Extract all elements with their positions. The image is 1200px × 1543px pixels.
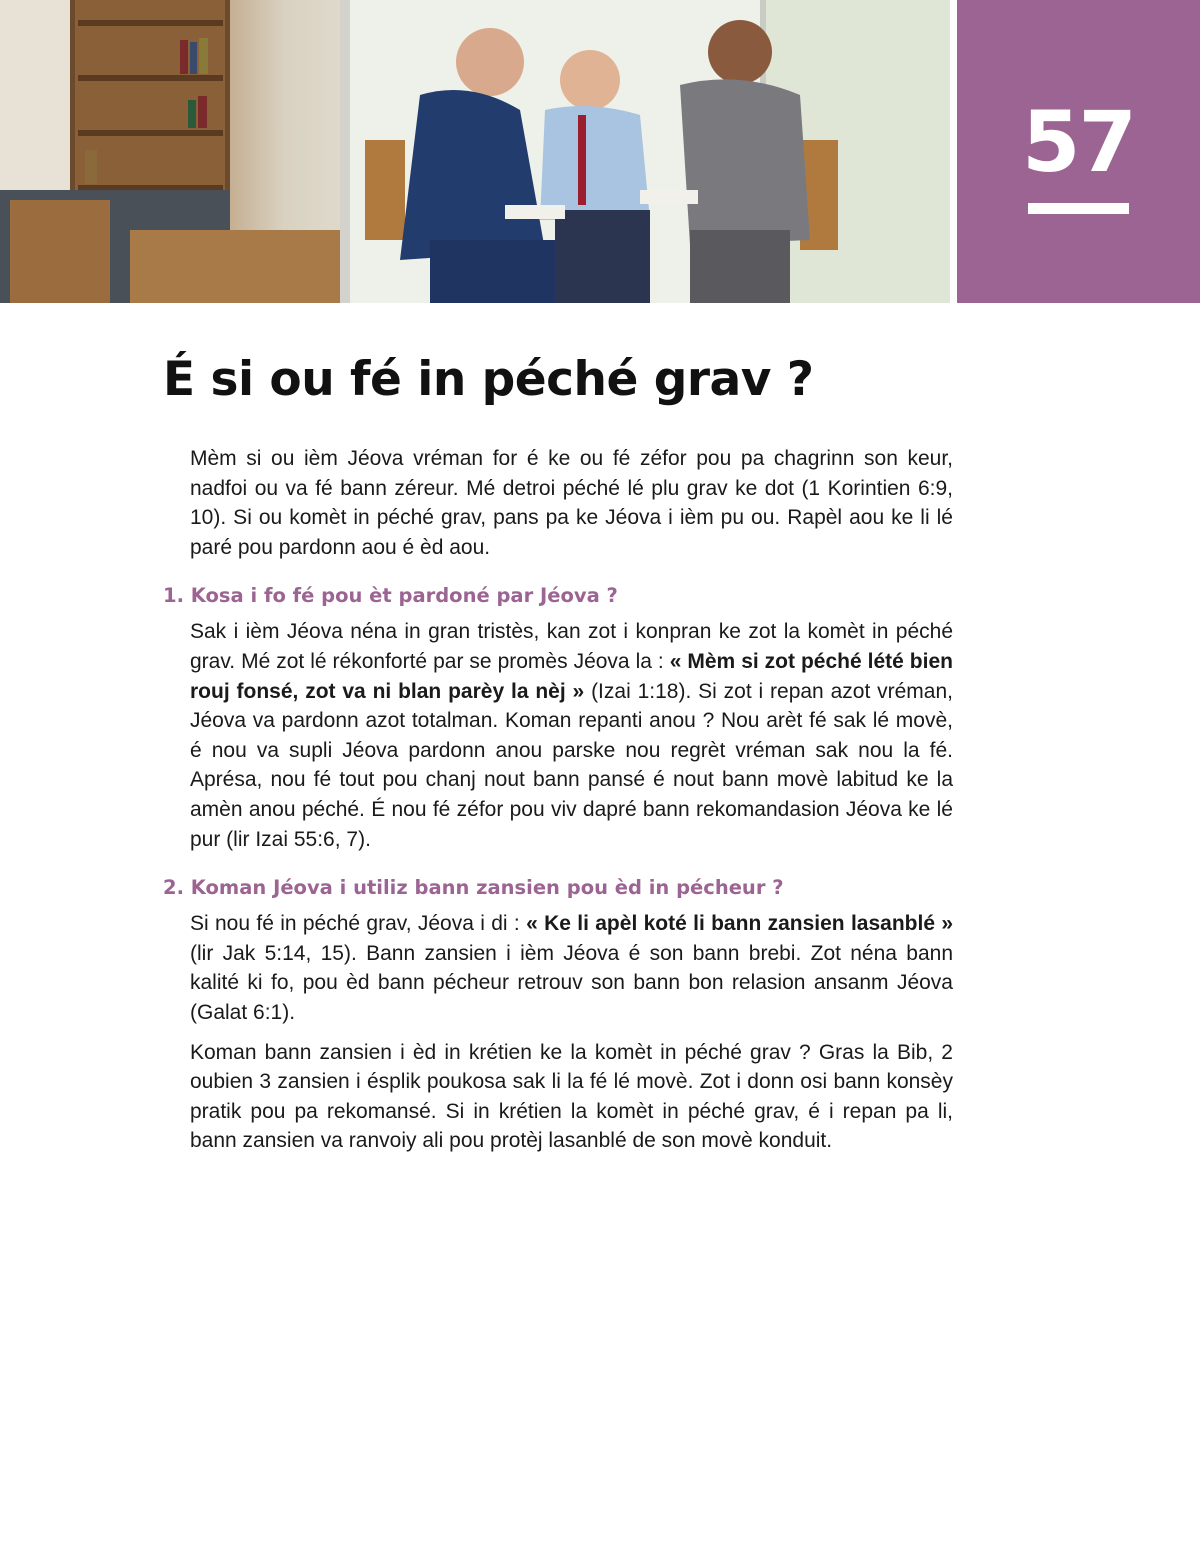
paragraph-text: Koman bann zansien i èd in krétien ke la komèt in péché grav ? Gras la Bib, 2 oubien 3 zansien i ésplik poukosa sak li la fé lé movè. Zot i donn osi bann konsèy pratik pou pa rekomansé. Si in krétien la komèt in péché grav, é i repan pa li, bann zansien va ranvoiy ali pou protèj lasanblé de son movè konduit. bbox=[190, 1040, 953, 1153]
paragraph-text: (lir Jak 5:14, 15). Bann zansien i ièm Jéova é son bann brebi. Zot néna bann kalité ki fo, pou èd bann pécheur retrouv son bann bon relasion ansanm Jéova (Galat 6:1). bbox=[190, 941, 953, 1024]
paragraph-text: Sak i ièm Jéova néna in gran tristès, kan zot i konpran ke zot la komèt in péché grav. Mé zot lé rékonforté par se promès Jéova la : bbox=[190, 620, 953, 673]
lesson-number: 57 bbox=[1022, 93, 1135, 191]
meeting-illustration bbox=[0, 0, 950, 303]
paragraph-text: Si nou fé in péché grav, Jéova i di : bbox=[190, 912, 527, 936]
question-heading-2: 2. Koman Jéova i utiliz bann zansien pou èd in pécheur ? bbox=[163, 876, 784, 900]
answer-paragraph-1 bbox=[190, 617, 953, 854]
lesson-number-badge bbox=[957, 0, 1200, 303]
badge-underline bbox=[1028, 203, 1129, 214]
scripture-quote: « Mèm si zot péché lété bien rouj fonsé, zot va ni blan parèy la nèj » bbox=[190, 649, 953, 703]
question-heading-1: 1. Kosa i fo fé pou èt pardoné par Jéova ? bbox=[163, 584, 618, 608]
intro-paragraph: Mèm si ou ièm Jéova vréman for é ke ou fé zéfor pou pa chagrinn son keur, nadfoi ou va fé bann zéreur. Mé detroi péché lé plu grav ke dot (1 Korintien 6:9, 10). Si ou komèt in péché grav, pans pa ke Jéova i ièm pu ou. Rapèl aou ke li lé paré pou pardonn aou é èd aou. bbox=[190, 447, 953, 559]
header-photo bbox=[0, 0, 950, 303]
answer-paragraph-3 bbox=[190, 1038, 953, 1156]
page-title: É si ou fé in péché grav ? bbox=[163, 352, 814, 407]
paragraph-text: (Izai 1:18). Si zot i repan azot vréman, Jéova va pardonn azot totalman. Koman repanti anou ? Nou arèt fé sak lé movè, é nou va supli Jéova pardonn anou parske nou regrèt vréman sak nou la fé. Aprésa, nou fé tout pou chanj nout bann pansé é nout bann movè labitud ke la amèn anou péché. É nou fé zéfor pou viv dapré bann rekomandasion Jéova ke lé pur (lir Izai 55:6, 7). bbox=[190, 679, 953, 851]
lesson-content bbox=[163, 444, 953, 1156]
answer-paragraph-2 bbox=[190, 909, 953, 1027]
scripture-quote: « Ke li apèl koté li bann zansien lasanblé » bbox=[526, 912, 954, 936]
